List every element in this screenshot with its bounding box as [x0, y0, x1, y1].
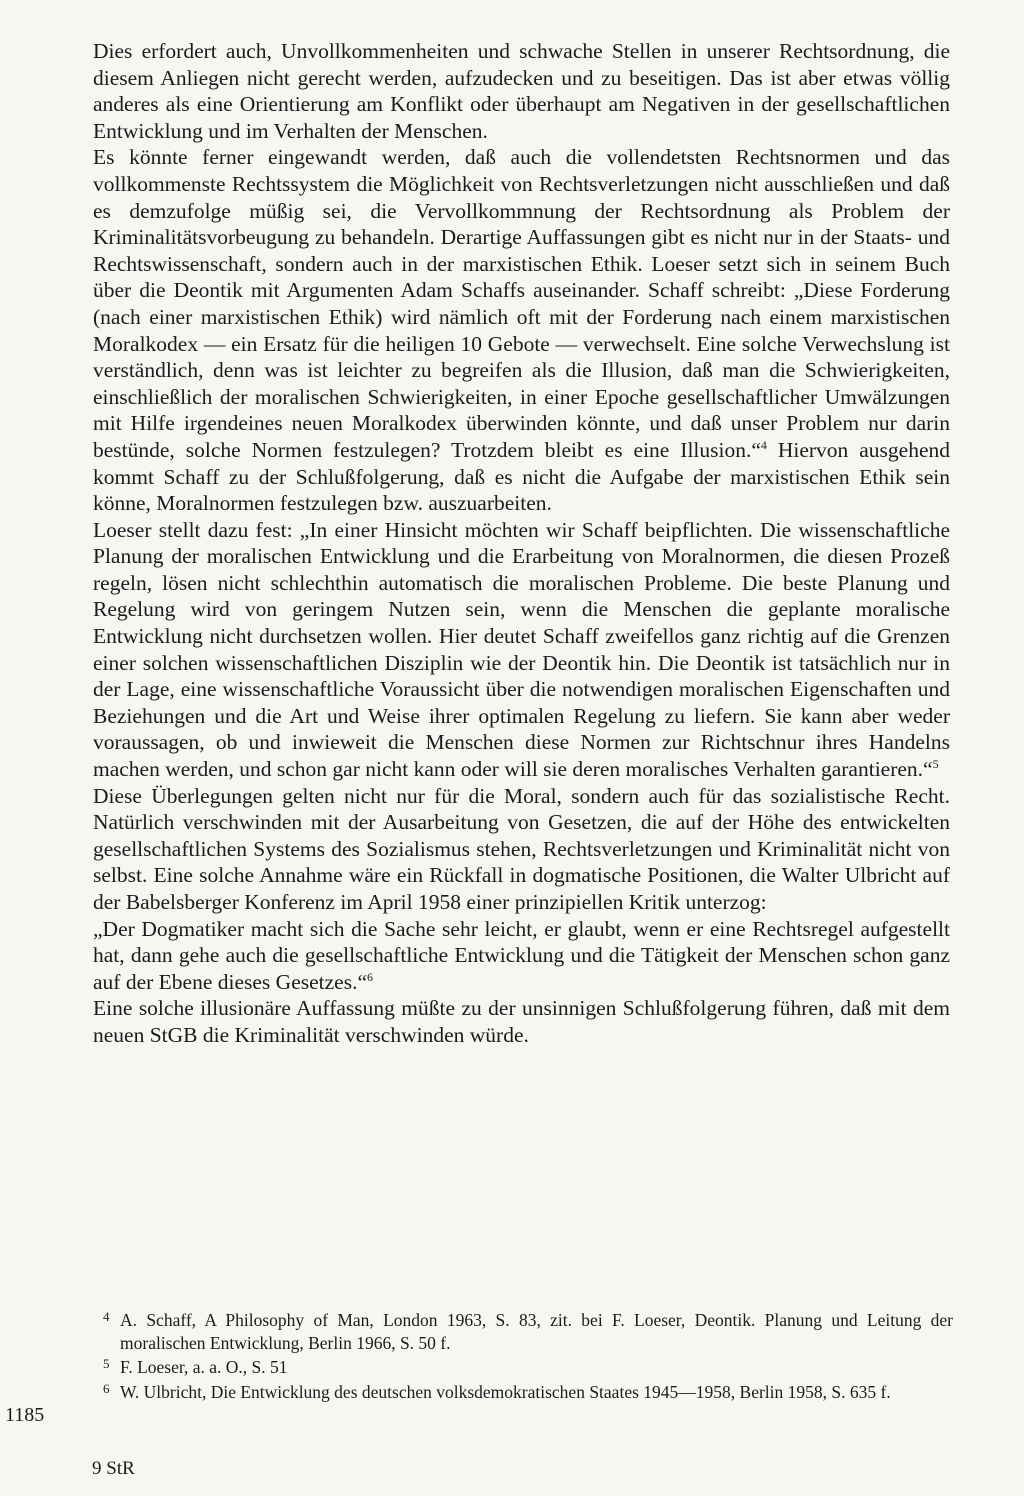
paragraph-2 [93, 144, 950, 516]
footnote-item [103, 1356, 953, 1379]
paragraph-3 [93, 517, 950, 783]
footnotes [103, 1309, 953, 1405]
paragraph-text: „Der Dogmatiker macht sich die Sache sehr leicht, er glaubt, wenn er eine Rechtsregel aufgestellt hat, dann gehe auch die gesellschaftliche Entwicklung und die Tätigkeit der Menschen schon ganz auf der Ebene dieses Gesetzes.“ [93, 916, 950, 994]
block-quote [93, 916, 950, 996]
footnote-text: A. Schaff, A Philosophy of Man, London 1963, S. 83, zit. bei F. Loeser, Deontik. Planung und Leitung der moralischen Entwicklung, Berlin 1966, S. 50 f. [120, 1310, 953, 1353]
paragraph-6 [93, 995, 950, 1048]
footnote-number: 4 [103, 1309, 110, 1324]
footnote-text: W. Ulbricht, Die Entwicklung des deutschen volksdemokratischen Staates 1945—1958, Berlin 1958, S. 635 f. [120, 1381, 891, 1402]
footnote-text: F. Loeser, a. a. O., S. 51 [120, 1357, 288, 1377]
footnote-item [103, 1381, 953, 1404]
paragraph-4 [93, 783, 950, 916]
paragraph-1 [93, 38, 950, 144]
paragraph-text: Diese Überlegungen gelten nicht nur für die Moral, sondern auch für das sozialistische Recht. Natürlich verschwinden mit der Ausarbeitung von Gesetzen, die auf der Höhe des entwickelten gesellschaftlichen Systems des Sozialismus stehen, Rechtsverletzungen und Kriminalität nicht von selbst. Eine solche Annahme wäre ein Rückfall in dogmatische Positionen, die Walter Ulbricht auf der Babelsberger Konferenz im April 1958 einer prinzipiellen Kritik unterzog: [93, 783, 950, 914]
footnote-ref[interactable]: 6 [367, 969, 373, 984]
footnote-ref[interactable]: 5 [932, 756, 939, 771]
signature-mark: 9 StR [92, 1458, 135, 1479]
paragraph-text: Loeser stellt dazu fest: „In einer Hinsicht möchten wir Schaff beipflichten. Die wissenschaftliche Planung der moralischen Entwicklung und die Erarbeitung von Moralnormen, die diesen Prozeß regeln, lösen nicht schlechthin automatisch die moralischen Probleme. Die beste Planung und Regelung wird von geringem Nutzen sein, wenn die Menschen die geplante moralische Entwicklung nicht durchsetzen wollen. Hier deutet Schaff zweifellos ganz richtig auf die Grenzen einer solchen wissenschaftlichen Disziplin wie der Deontik hin. Die Deontik ist tatsächlich nur in der Lage, eine wissenschaftliche Voraussicht über die notwendigen moralischen Eigenschaften und Beziehungen und die Art und Weise ihrer optimalen Regelung zu liefern. Sie kann aber weder voraussagen, ob und inwieweit die Menschen diese Normen zur Richtschnur ihres Handelns machen werden, und schon gar nicht kann oder will sie deren moralisches Verhalten garantieren.“ [93, 517, 950, 782]
paragraph-text: Hiervon ausgehend kommt Schaff zu der Schlußfolgerung, daß es nicht die Aufgabe der marxistischen Ethik sein könne, Moralnormen festzulegen bzw. auszuarbeiten. [93, 437, 950, 516]
footnote-item [103, 1309, 953, 1354]
footnote-ref[interactable]: 4 [760, 437, 767, 452]
page-number: 1185 [5, 1404, 45, 1426]
footnote-number: 5 [103, 1356, 110, 1371]
paragraph-text: Eine solche illusionäre Auffassung müßte zu der unsinnigen Schlußfolgerung führen, daß mit dem neuen StGB die Kriminalität verschwinden würde. [93, 996, 950, 1047]
footnote-number: 6 [103, 1380, 110, 1396]
paragraph-text: Es könnte ferner eingewandt werden, daß auch die vollendetsten Rechtsnormen und das vollkommenste Rechtssystem die Möglichkeit von Rechtsverletzungen nicht ausschließen und daß es demzufolge müßig sei, die Vervollkommnung der Rechtsordnung als Problem der Kriminalitätsvorbeugung zu behandeln. Derartige Auffassungen gibt es nicht nur in der Staats- und Rechtswissenschaft, sondern auch in der marxistischen Ethik. Loeser setzt sich in seinem Buch über die Deontik mit Argumenten Adam Schaffs auseinander. Schaff schreibt: „Diese Forderung (nach einer marxistischen Ethik) wird nämlich oft mit der Forderung nach einem marxistischen Moralkodex — ein Ersatz für die heiligen 10 Gebote — verwechselt. Eine solche Verwechslung ist verständlich, denn was ist leichter zu begreifen als die Illusion, daß man die Schwierigkeiten, einschließlich der moralischen Schwierigkeiten, in einer Epoche gesellschaftlicher Umwälzungen mit Hilfe irgendeines neuen Moralkodex überwinden könnte, und daß unser Problem nur darin bestünde, solche Normen festzulegen? Trotzdem bleibt es eine Illusion.“ [93, 145, 950, 462]
paragraph-text: Dies erfordert auch, Unvollkommenheiten und schwache Stellen in unserer Rechtsordnung, die diesem Anliegen nicht gerecht werden, aufzudecken und zu beseitigen. Das ist aber etwas völlig anderes als eine Orientierung am Konflikt oder überhaupt am Negativen in der gesellschaftlichen Entwicklung und im Verhalten der Menschen. [93, 39, 950, 143]
body-text [93, 38, 950, 1049]
